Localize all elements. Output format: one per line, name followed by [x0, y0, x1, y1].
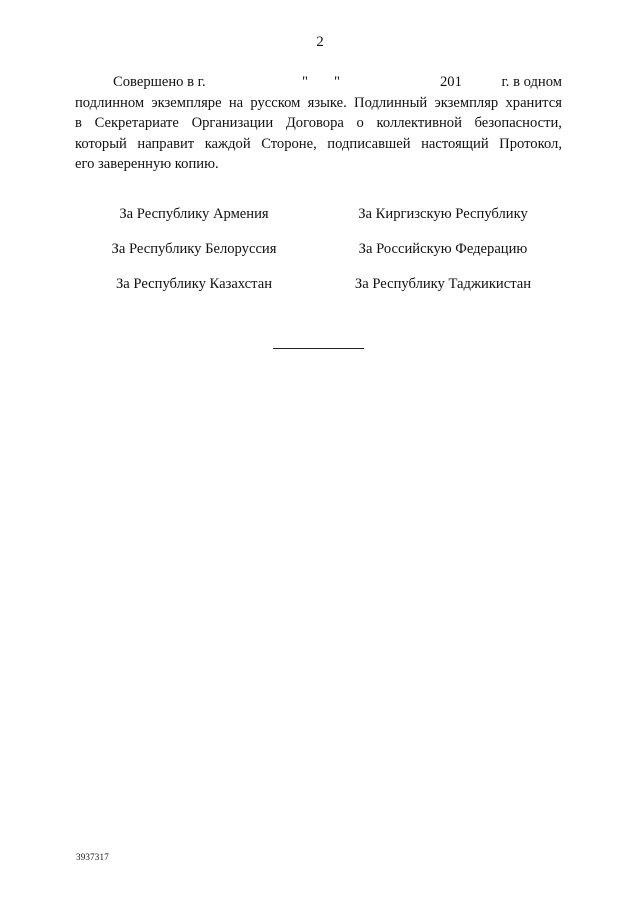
signature-belarus: За Республику Белоруссия: [111, 241, 277, 257]
year-prefix: 201: [440, 74, 462, 90]
signature-kazakhstan: За Республику Казахстан: [115, 276, 273, 292]
closing-line-4: который направит каждой Стороне, подписавшей настоящий Протокол,: [75, 135, 562, 152]
signature-armenia: За Республику Армения: [119, 206, 269, 222]
closing-first-line: [75, 72, 562, 93]
page-number: 2: [316, 34, 324, 50]
end-of-text-rule: [273, 348, 364, 349]
date-quote-close: ": [334, 74, 340, 90]
done-at-label: Совершено в г.: [113, 74, 206, 90]
signature-kyrgyzstan: За Киргизскую Республику: [358, 206, 528, 222]
signatures-right-column: [318, 204, 568, 309]
signature-russia: За Российскую Федерацию: [358, 241, 528, 257]
document-code: 3937317: [76, 852, 109, 862]
closing-line-5: его заверенную копию.: [75, 156, 219, 172]
date-quote-open: ": [302, 74, 308, 90]
closing-first-line-tail: г. в одном: [501, 74, 562, 90]
closing-line-3: в Секретариате Организации Договора о коллективной безопасности,: [75, 115, 562, 131]
closing-paragraph: [75, 72, 562, 175]
signatures-left-column: [69, 204, 319, 309]
closing-line-2: подлинном экземпляре на русском языке. Подлинный экземпляр хранится: [75, 94, 562, 111]
signature-tajikistan: За Республику Таджикистан: [354, 276, 532, 292]
